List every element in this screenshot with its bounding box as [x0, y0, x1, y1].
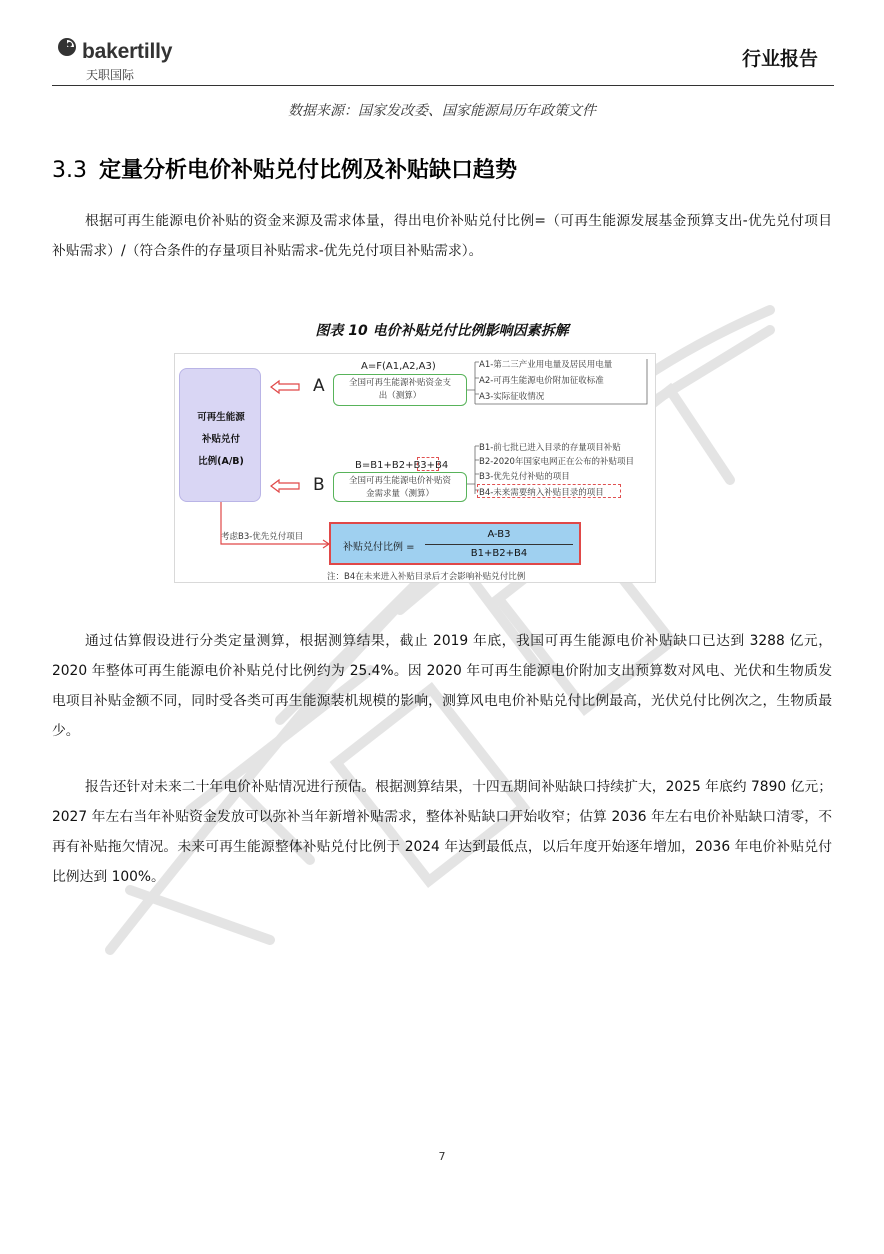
funding-box-a-line: 出（测算） [378, 391, 422, 401]
factor-item: B1-前七批已进入目录的存量项目补贴 [479, 443, 621, 453]
paragraph: 根据可再生能源电价补贴的资金来源及需求体量，得出电价补贴兑付比例=（可再生能源发展基金预算支出-优先兑付项目补贴需求）/（符合条件的存量项目补贴需求-优先兑付项目补贴需求）。 [52, 213, 832, 259]
page-header [52, 30, 834, 86]
funding-box-b [333, 472, 467, 502]
formula-b: B=B1+B2+B3+B4 [355, 460, 449, 471]
factor-item: A3-实际征收情况 [479, 392, 545, 402]
paragraph: 通过估算假设进行分类定量测算，根据测算结果，截止 2019 年底，我国可再生能源电价补贴缺口已达到 3288 亿元，2020 年整体可再生能源电价补贴兑付比例约为 25.4%。因 2020 年可再生能源电价附加支出预算数对风电、光伏和生物质发电项目补贴金额不同，同时受各类可再生能源装机规模的影响，测算风电电价补贴兑付比例最高，光伏兑付比例次之，生物质最少。 [52, 633, 832, 739]
section-title-text: 定量分析电价补贴兑付比例及补贴缺口趋势 [99, 158, 518, 183]
fraction-bar [425, 544, 573, 545]
section-heading [52, 153, 517, 184]
factor-item: B3-优先兑付补贴的项目 [479, 472, 570, 482]
factor-item: B4-未来需要纳入补贴目录的项目 [479, 488, 604, 498]
ratio-box-line: 可再生能源 [197, 412, 245, 423]
page-number: 7 [438, 1150, 446, 1163]
paragraph: 报告还针对未来二十年电价补贴情况进行预估。根据测算结果，十四五期间补贴缺口持续扩大，2025 年底约 7890 亿元；2027 年左右当年补贴资金发放可以弥补当年新增补贴需求，整体补贴缺口开始收窄；估算 2036 年左右电价补贴缺口清零，不再有补贴拖欠情况。未来可再生能源整体补贴兑付比例于 2024 年达到最低点，以后年度开始逐年增加，2036 年电价补贴兑付比例达到 100%。 [52, 779, 832, 885]
section-number: 3.3 [52, 158, 87, 183]
ratio-box [179, 368, 261, 502]
figure-note: 注：B4在未来进入补贴目录后才会影响补贴兑付比例 [327, 572, 526, 582]
factor-item: A2-可再生能源电价附加征收标准 [479, 376, 604, 386]
report-type-label: 行业报告 [741, 48, 818, 70]
funding-box-a-line: 全国可再生能源补贴资金支 [348, 378, 451, 388]
funding-box-b-line: 金需求量（测算） [365, 489, 434, 499]
b4-highlight [417, 457, 439, 471]
company-logo [56, 34, 196, 80]
factor-item: B2-2020年国家电网正在公布的补贴项目 [479, 457, 634, 467]
factor-item: A1-第二三产业用电量及居民用电量 [479, 360, 613, 370]
funding-box-a [333, 374, 467, 406]
logo-mark-icon [56, 36, 78, 58]
ratio-denominator: B1+B2+B4 [470, 548, 528, 559]
logo-name: bakertilly [82, 40, 173, 63]
data-source-line: 数据来源：国家发改委、国家能源局历年政策文件 [288, 103, 596, 119]
ratio-formula-label: 补贴兑付比例 = [343, 542, 415, 553]
factor-a-label: A [313, 376, 325, 396]
ratio-box-line: 补贴兑付 [201, 434, 240, 445]
funding-box-b-line: 全国可再生能源电价补贴资 [348, 476, 451, 486]
formula-a: A=F(A1,A2,A3) [361, 361, 436, 372]
subsidy-ratio-diagram [174, 353, 656, 583]
ratio-box-line: 比例(A/B) [198, 456, 244, 467]
ratio-formula-box [329, 522, 581, 565]
factor-b-label: B [313, 475, 325, 495]
ratio-numerator: A-B3 [487, 529, 511, 540]
figure-caption: 图表 10 电价补贴兑付比例影响因素拆解 [315, 323, 569, 339]
consider-b3-label: 考虑B3-优先兑付项目 [221, 532, 304, 542]
logo-subtitle: 天职国际 [86, 68, 135, 82]
